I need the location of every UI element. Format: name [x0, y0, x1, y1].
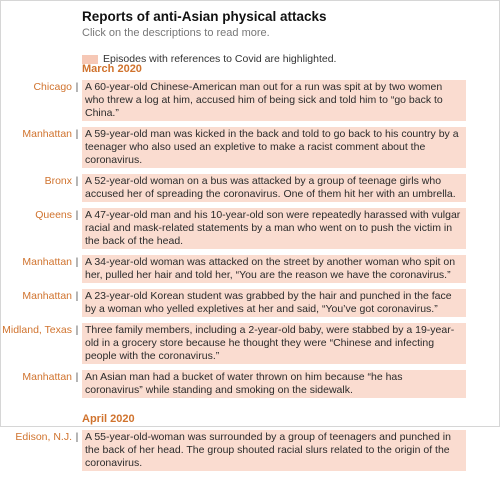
separator: |: [75, 128, 79, 140]
list-item: [0, 289, 500, 317]
attack-description[interactable]: Three family members, including a 2-year-old baby, were stabbed by a 19-year-old in a grocery store because he thought they were “Chinese and infecting people with the coronavirus.”: [82, 323, 466, 364]
location-label: Midland, Texas: [2, 324, 72, 336]
attack-description[interactable]: A 52-year-old woman on a bus was attacked by a group of teenage girls who accused her of spreading the coronavirus. One of them hit her with an umbrella.: [82, 174, 466, 202]
attack-description[interactable]: A 60-year-old Chinese-American man out for a run was spit at by two women who threw a log at him, accused him of being sick and told him to “go back to China.”: [82, 80, 466, 121]
separator: |: [75, 290, 79, 302]
list-item: [0, 430, 500, 471]
separator: |: [75, 175, 79, 187]
header: [82, 8, 482, 65]
separator: |: [75, 431, 79, 443]
month-heading: April 2020: [82, 413, 135, 425]
list-item: [0, 174, 500, 202]
location-label: Bronx: [44, 175, 72, 187]
location-label: Edison, N.J.: [15, 431, 72, 443]
separator: |: [75, 256, 79, 268]
page-title: Reports of anti-Asian physical attacks: [82, 9, 327, 24]
list-item: [0, 370, 500, 398]
location-label: Queens: [35, 209, 72, 221]
location-label: Manhattan: [22, 290, 72, 302]
list-item: [0, 323, 500, 364]
attack-description[interactable]: An Asian man had a bucket of water thrown on him because “he has coronavirus” while standing and smoking on the sidewalk.: [82, 370, 466, 398]
location-label: Manhattan: [22, 256, 72, 268]
list-item: [0, 208, 500, 249]
separator: |: [75, 371, 79, 383]
separator: |: [75, 324, 79, 336]
month-heading: March 2020: [82, 63, 142, 75]
attack-list: [0, 62, 500, 477]
location-label: Chicago: [33, 81, 72, 93]
list-item: [0, 127, 500, 168]
location-label: Manhattan: [22, 371, 72, 383]
attack-description[interactable]: A 47-year-old man and his 10-year-old son were repeatedly harassed with vulgar racial and mask-related statements by a man who went on to push the victim in the back of the head.: [82, 208, 466, 249]
attack-description[interactable]: A 34-year-old woman was attacked on the street by another woman who spit on her, pulled her hair and told her, “You are the reason we have the coronavirus.”: [82, 255, 466, 283]
separator: |: [75, 81, 79, 93]
location-label: Manhattan: [22, 128, 72, 140]
attack-description[interactable]: A 59-year-old man was kicked in the back and told to go back to his country by a teenager who also used an expletive to make a racist comment about the coronavirus.: [82, 127, 466, 168]
legend-label: Episodes with references to Covid are highlighted.: [103, 53, 337, 65]
page-subtitle: Click on the descriptions to read more.: [82, 27, 270, 39]
attack-description[interactable]: A 55-year-old-woman was surrounded by a group of teenagers and punched in the back of her head. The group shouted racial slurs related to the origin of the coronavirus.: [82, 430, 466, 471]
list-item: [0, 80, 500, 121]
attack-description[interactable]: A 23-year-old Korean student was grabbed by the hair and punched in the face by a woman who yelled expletives at her and said, “You’ve got coronavirus.”: [82, 289, 466, 317]
list-item: [0, 255, 500, 283]
separator: |: [75, 209, 79, 221]
